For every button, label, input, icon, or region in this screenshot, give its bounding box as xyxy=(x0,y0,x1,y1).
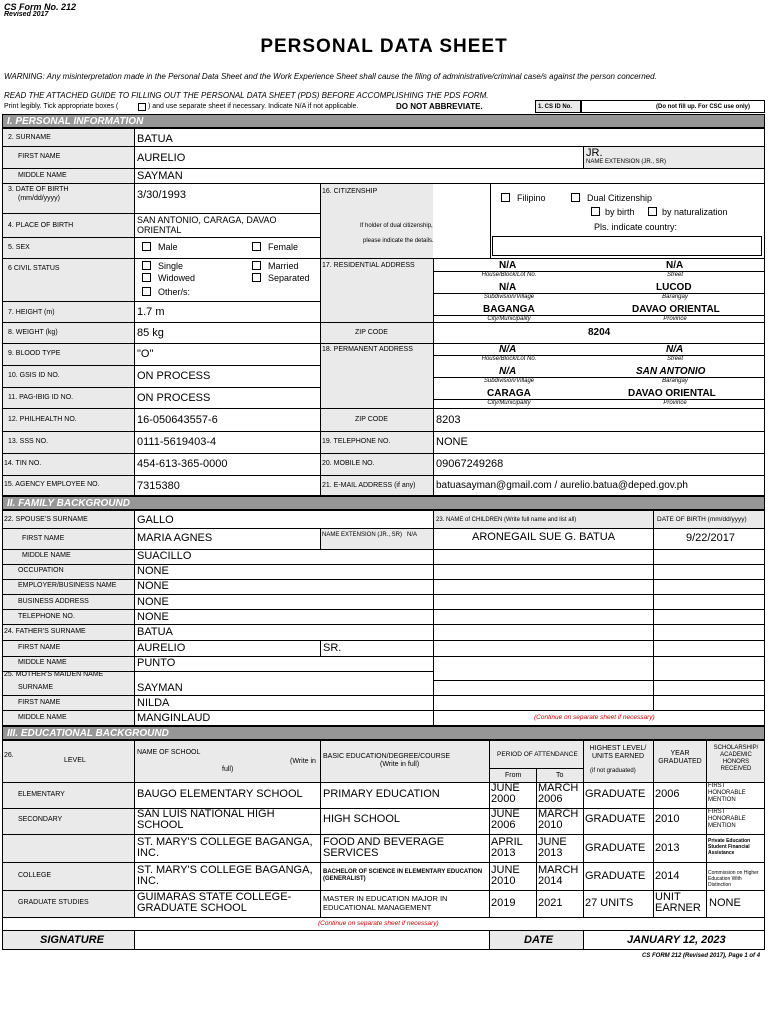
occupation-value[interactable]: NONE xyxy=(137,565,169,577)
mother-surname-label: SURNAME xyxy=(18,684,54,691)
spouse-surname-label: 22. SPOUSE'S SURNAME xyxy=(4,516,88,523)
perm-barangay-sublabel: Barangay xyxy=(662,378,688,384)
edu-to-vocational[interactable]: JUNE 2013 xyxy=(538,836,567,859)
surname-label: 2. SURNAME xyxy=(8,134,51,141)
res-zip-value[interactable]: 8204 xyxy=(588,327,611,338)
child-dob-label: DATE OF BIRTH (mm/dd/yyyy) xyxy=(657,516,747,523)
perm-province-value[interactable]: DAVAO ORIENTAL xyxy=(628,388,716,399)
name-extension-value[interactable]: JR. xyxy=(586,147,603,159)
by-birth-label: by birth xyxy=(605,207,635,217)
date-value[interactable]: JANUARY 12, 2023 xyxy=(627,934,726,946)
occupation-label: OCCUPATION xyxy=(18,567,64,574)
edu-honors-vocational[interactable]: Private Education Student Financial Assistance xyxy=(708,838,751,856)
filipino-checkbox[interactable] xyxy=(501,193,510,202)
agency-employee-label: 15. AGENCY EMPLOYEE NO. xyxy=(4,481,100,488)
res-zip-label: ZIP CODE xyxy=(355,329,388,336)
edu-year-secondary[interactable]: 2010 xyxy=(655,813,680,825)
email-label: 21. E-MAIL ADDRESS (if any) xyxy=(322,482,416,489)
edu-from-elementary[interactable]: JUNE 2000 xyxy=(491,782,520,805)
edu-course-elementary[interactable]: PRIMARY EDUCATION xyxy=(323,788,440,800)
warning-text: WARNING: Any misinterpretation made in the Personal Data Sheet and the Work Experience Sheet shall cause the filing of administrative/criminal case/s against the person concerned. xyxy=(4,72,657,81)
sss-value[interactable]: 0111-5619403-4 xyxy=(137,436,217,448)
business-address-value[interactable]: NONE xyxy=(137,596,169,608)
pagibig-label: 11. PAG-IBIG ID NO. xyxy=(8,394,74,401)
edu-school-secondary[interactable]: SAN LUIS NATIONAL HIGH SCHOOL xyxy=(137,808,275,831)
civil-others-checkbox[interactable] xyxy=(142,287,151,296)
civil-single-label: Single xyxy=(158,261,184,271)
spouse-first-value[interactable]: MARIA AGNES xyxy=(137,532,213,544)
surname-value[interactable]: BATUA xyxy=(137,133,173,145)
page-footer-note: CS FORM 212 (Revised 2017), Page 1 of 4 xyxy=(642,953,761,959)
city-sublabel: City/Municipality xyxy=(487,316,531,322)
signature-field[interactable] xyxy=(135,931,489,949)
perm-barangay-value[interactable]: SAN ANTONIO xyxy=(636,366,706,377)
civil-widowed-checkbox[interactable] xyxy=(142,273,151,282)
edu-course-graduate[interactable]: MASTER IN EDUCATION MAJOR IN EDUCATIONAL MANAGEMENT xyxy=(323,894,448,912)
civil-separated-label: Separated xyxy=(268,273,310,283)
father-surname-label: 24. FATHER'S SURNAME xyxy=(4,628,86,635)
honors-header: SCHOLARSHIP/ ACADEMIC HONORS RECEIVED xyxy=(713,745,759,772)
tin-label: 14. TIN NO. xyxy=(4,460,42,467)
civil-single-checkbox[interactable] xyxy=(142,261,151,270)
school-header-2: (Write in xyxy=(290,758,316,765)
section-personal-information: I. PERSONAL INFORMATION xyxy=(2,114,765,128)
province-sublabel: Province xyxy=(663,316,687,322)
section-family-background: II. FAMILY BACKGROUND xyxy=(2,496,765,510)
mobile-value[interactable]: 09067249268 xyxy=(436,458,504,470)
sex-male-checkbox[interactable] xyxy=(142,242,151,251)
perm-street-sublabel: Street xyxy=(666,356,683,362)
weight-value[interactable]: 85 kg xyxy=(137,327,164,339)
edu-school-college[interactable]: ST. MARY'S COLLEGE BAGANGA, INC. xyxy=(137,864,313,887)
res-street-value[interactable]: N/A xyxy=(666,260,684,271)
dual-citizenship-checkbox[interactable] xyxy=(571,193,580,202)
spouse-telephone-value[interactable]: NONE xyxy=(137,611,169,623)
from-header: From xyxy=(505,772,522,779)
dual-citizenship-label: Dual Citizenship xyxy=(587,193,653,203)
spouse-ext-label: NAME EXTENSION (JR., SR) xyxy=(322,532,403,538)
print-legibly-text: Print legibly. Tick appropriate boxes ( xyxy=(4,103,119,110)
weight-label: 8. WEIGHT (kg) xyxy=(8,329,58,336)
name-extension-label: NAME EXTENSION (JR., SR) xyxy=(586,159,667,165)
middle-name-value[interactable]: SAYMAN xyxy=(137,170,183,182)
edu-to-secondary[interactable]: MARCH 2010 xyxy=(538,808,579,831)
edu-highest-college[interactable]: GRADUATE xyxy=(585,870,646,882)
level-header: LEVEL xyxy=(64,757,86,764)
father-first-label: FIRST NAME xyxy=(18,644,61,651)
dob-value[interactable]: 3/30/1993 xyxy=(137,189,186,201)
house-sublabel: House/Block/Lot No. xyxy=(481,272,537,278)
edu-to-graduate[interactable]: 2021 xyxy=(538,897,563,909)
highest-level-header-2: (if not graduated) xyxy=(590,768,636,774)
civil-married-checkbox[interactable] xyxy=(252,261,261,270)
form-number: CS Form No. 212 xyxy=(4,2,77,12)
philhealth-label: 12. PHILHEALTH NO. xyxy=(8,416,77,423)
by-birth-checkbox[interactable] xyxy=(591,207,600,216)
employer-value[interactable]: NONE xyxy=(137,580,169,592)
do-not-abbreviate: DO NOT ABBREVIATE. xyxy=(396,102,483,111)
edu-year-graduate[interactable]: UNIT EARNER xyxy=(655,891,701,914)
civil-status-label: 6 CIVIL STATUS xyxy=(8,265,60,272)
gsis-label: 10. GSIS ID NO. xyxy=(8,372,60,379)
pagibig-value[interactable]: ON PROCESS xyxy=(137,392,211,404)
sex-label: 5. SEX xyxy=(8,244,30,251)
email-value[interactable]: batuasayman@gmail.com / aurelio.batua@deped.gov.ph xyxy=(436,480,688,491)
edu-honors-college[interactable]: Commission on Higher Education With Distinction xyxy=(708,870,759,888)
telephone-value[interactable]: NONE xyxy=(436,436,468,448)
education-continue-note: (Continue on separate sheet if necessary) xyxy=(318,920,439,927)
filipino-label: Filipino xyxy=(517,193,546,203)
period-header: PERIOD OF ATTENDANCE xyxy=(497,751,578,758)
perm-house-sublabel: House/Block/Lot No. xyxy=(481,356,537,362)
philhealth-value[interactable]: 16-050643557-6 xyxy=(137,414,218,426)
cs-id-label: 1. CS ID No. xyxy=(538,104,573,110)
by-naturalization-checkbox[interactable] xyxy=(648,207,657,216)
spouse-ext-value[interactable]: N/A xyxy=(407,532,418,538)
edu-school-graduate[interactable]: GUIMARAS STATE COLLEGE- GRADUATE SCHOOL xyxy=(137,891,292,914)
blood-type-value[interactable]: "O" xyxy=(137,348,154,360)
course-header: BASIC EDUCATION/DEGREE/COURSE xyxy=(323,753,451,760)
perm-house-value[interactable]: N/A xyxy=(499,344,517,355)
sex-female-checkbox[interactable] xyxy=(252,242,261,251)
res-province-value[interactable]: DAVAO ORIENTAL xyxy=(632,304,720,315)
edu-from-vocational[interactable]: APRIL 2013 xyxy=(491,836,523,859)
employer-label: EMPLOYER/BUSINESS NAME xyxy=(18,582,117,589)
edu-school-vocational[interactable]: ST. MARY'S COLLEGE BAGANGA, INC. xyxy=(137,836,313,859)
children-label: 23. NAME of CHILDREN (Write full name and list all) xyxy=(436,517,577,523)
civil-widowed-label: Widowed xyxy=(158,273,196,283)
blood-type-label: 9. BLOOD TYPE xyxy=(8,350,61,357)
form-revised: Revised 2017 xyxy=(4,11,49,18)
tick-box-sample xyxy=(138,103,146,111)
edu-from-secondary[interactable]: JUNE 2006 xyxy=(491,808,520,831)
edu-level-secondary: SECONDARY xyxy=(18,816,63,823)
edu-honors-elementary[interactable]: FIRST HONORABLE MENTION xyxy=(708,783,746,803)
height-value[interactable]: 1.7 m xyxy=(137,306,165,318)
father-middle-value[interactable]: PUNTO xyxy=(137,657,176,669)
agency-employee-value[interactable]: 7315380 xyxy=(137,480,180,492)
perm-subdivision-sublabel: Subdivision/Village xyxy=(483,378,535,384)
spouse-first-label: FIRST NAME xyxy=(22,535,65,542)
sss-label: 13. SSS NO. xyxy=(8,438,49,445)
perm-subdivision-value[interactable]: N/A xyxy=(499,366,517,377)
edu-course-secondary[interactable]: HIGH SCHOOL xyxy=(323,813,401,825)
mother-surname-value[interactable]: SAYMAN xyxy=(137,682,183,694)
spouse-middle-value[interactable]: SUACILLO xyxy=(137,550,192,562)
father-ext-value[interactable]: SR. xyxy=(323,642,342,654)
residential-address-label: 17. RESIDENTIAL ADDRESS xyxy=(322,262,415,269)
signature-label: SIGNATURE xyxy=(40,934,104,946)
course-header-2: (Write in full) xyxy=(380,761,420,768)
edu-year-vocational[interactable]: 2013 xyxy=(655,842,680,854)
res-city-value[interactable]: BAGANGA xyxy=(483,304,535,315)
subdivision-sublabel: Subdivision/Village xyxy=(483,294,535,300)
perm-zip-value[interactable]: 8203 xyxy=(436,414,461,426)
page-title: PERSONAL DATA SHEET xyxy=(260,36,508,57)
edu-from-graduate[interactable]: 2019 xyxy=(491,897,516,909)
sex-female-label: Female xyxy=(268,242,299,252)
edu-to-college[interactable]: MARCH 2014 xyxy=(538,864,579,887)
date-label: DATE xyxy=(524,934,554,946)
spouse-telephone-label: TELEPHONE NO. xyxy=(18,613,75,620)
civil-separated-checkbox[interactable] xyxy=(252,273,261,282)
highest-level-header: HIGHEST LEVEL/ UNITS EARNED xyxy=(589,745,647,760)
perm-street-value[interactable]: N/A xyxy=(666,344,684,355)
citizenship-country-field[interactable] xyxy=(492,236,762,256)
first-name-label: FIRST NAME xyxy=(18,153,61,160)
permanent-address-label: 18. PERMANENT ADDRESS xyxy=(322,346,413,353)
spouse-middle-label: MIDDLE NAME xyxy=(22,552,71,559)
edu-level-college: COLLEGE xyxy=(18,872,52,879)
father-surname-value[interactable]: BATUA xyxy=(137,626,173,638)
dual-note-1: If holder of dual citizenship, xyxy=(360,223,433,229)
civil-married-label: Married xyxy=(268,261,299,271)
pob-value[interactable]: SAN ANTONIO, CARAGA, DAVAO ORIENTAL xyxy=(137,215,277,235)
barangay-sublabel: Barangay xyxy=(662,294,688,300)
perm-province-sublabel: Province xyxy=(663,400,687,406)
first-name-value[interactable]: AURELIO xyxy=(137,152,186,164)
edu-level-elementary: ELEMENTARY xyxy=(18,791,65,798)
read-guide-text: READ THE ATTACHED GUIDE TO FILLING OUT THE PERSONAL DATA SHEET (PDS) BEFORE ACCOMPLISHING THE PDS FORM. xyxy=(4,91,489,100)
street-sublabel: Street xyxy=(666,272,683,278)
edu-level-vocational xyxy=(20,842,130,850)
citizenship-label: 16. CITIZENSHIP xyxy=(322,188,378,195)
res-barangay-value[interactable]: LUCOD xyxy=(656,282,692,293)
edu-course-college[interactable]: BACHELOR OF SCIENCE IN ELEMENTARY EDUCATION (GENERALIST) xyxy=(323,869,483,882)
perm-city-sublabel: City/Municipality xyxy=(487,400,531,406)
perm-zip-label: ZIP CODE xyxy=(355,416,388,423)
edu-course-vocational[interactable]: FOOD AND BEVERAGE SERVICES xyxy=(323,836,445,859)
school-header: NAME OF SCHOOL xyxy=(137,749,201,756)
pob-label: 4. PLACE OF BIRTH xyxy=(8,222,74,229)
edu-honors-graduate[interactable]: NONE xyxy=(709,897,741,909)
year-graduated-header: YEAR GRADUATED xyxy=(658,750,702,765)
to-header: To xyxy=(556,772,564,779)
edu-highest-elementary[interactable]: GRADUATE xyxy=(585,788,646,800)
edu-highest-secondary[interactable]: GRADUATE xyxy=(585,813,646,825)
mobile-label: 20. MOBILE NO. xyxy=(322,460,375,467)
edu-year-college[interactable]: 2014 xyxy=(655,870,680,882)
edu-level-graduate: GRADUATE STUDIES xyxy=(18,899,89,906)
by-naturalization-label: by naturalization xyxy=(662,207,728,217)
print-legibly-text-2: ) and use separate sheet if necessary. Indicate N/A if not applicable. xyxy=(148,103,359,110)
spouse-surname-value[interactable]: GALLO xyxy=(137,514,174,526)
edu-honors-secondary[interactable]: FIRST HONORABLE MENTION xyxy=(708,809,746,829)
school-header-3: full) xyxy=(222,766,234,773)
father-middle-label: MIDDLE NAME xyxy=(18,659,67,666)
mother-maiden-label: 25. MOTHER'S MAIDEN NAME xyxy=(4,671,104,678)
middle-name-label: MIDDLE NAME xyxy=(18,172,67,179)
mother-middle-value[interactable]: MANGINLAUD xyxy=(137,712,211,724)
gsis-value[interactable]: ON PROCESS xyxy=(137,370,211,382)
csc-use-note: (Do not fill up. For CSC use only) xyxy=(656,104,750,110)
edu-from-college[interactable]: JUNE 2010 xyxy=(491,864,520,887)
edu-school-elementary[interactable]: BAUGO ELEMENTARY SCHOOL xyxy=(137,788,303,800)
dob-label: 3. DATE OF BIRTH xyxy=(8,186,69,193)
father-first-value[interactable]: AURELIO xyxy=(137,642,186,654)
perm-city-value[interactable]: CARAGA xyxy=(487,388,531,399)
section-educational-background: III. EDUCATIONAL BACKGROUND xyxy=(2,726,765,740)
mother-first-label: FIRST NAME xyxy=(18,699,61,706)
tin-value[interactable]: 454-613-365-0000 xyxy=(137,458,228,470)
height-label: 7. HEIGHT (m) xyxy=(8,309,55,316)
family-continue-note: (Continue on separate sheet if necessary) xyxy=(534,714,655,721)
edu-year-elementary[interactable]: 2006 xyxy=(655,788,680,800)
mother-first-value[interactable]: NILDA xyxy=(137,697,170,709)
civil-others-label: Other/s: xyxy=(158,287,191,297)
child-name-value[interactable]: ARONEGAIL SUE G. BATUA xyxy=(472,531,616,543)
dual-note-2: please indicate the details. xyxy=(363,238,434,244)
telephone-label: 19. TELEPHONE NO. xyxy=(322,438,391,445)
child-dob-value[interactable]: 9/22/2017 xyxy=(686,532,735,544)
edu-highest-vocational[interactable]: GRADUATE xyxy=(585,842,646,854)
dob-format-label: (mm/dd/yyyy) xyxy=(18,195,60,202)
indicate-country-label: Pls. indicate country: xyxy=(594,222,678,232)
mother-middle-label: MIDDLE NAME xyxy=(18,714,67,721)
education-number: 26. xyxy=(4,752,14,759)
edu-highest-graduate[interactable]: 27 UNITS xyxy=(585,897,634,909)
edu-to-elementary[interactable]: MARCH 2006 xyxy=(538,782,579,805)
res-house-value[interactable]: N/A xyxy=(499,260,517,271)
res-subdivision-value[interactable]: N/A xyxy=(499,282,517,293)
sex-male-label: Male xyxy=(158,242,178,252)
business-address-label: BUSINESS ADDRESS xyxy=(18,598,89,605)
